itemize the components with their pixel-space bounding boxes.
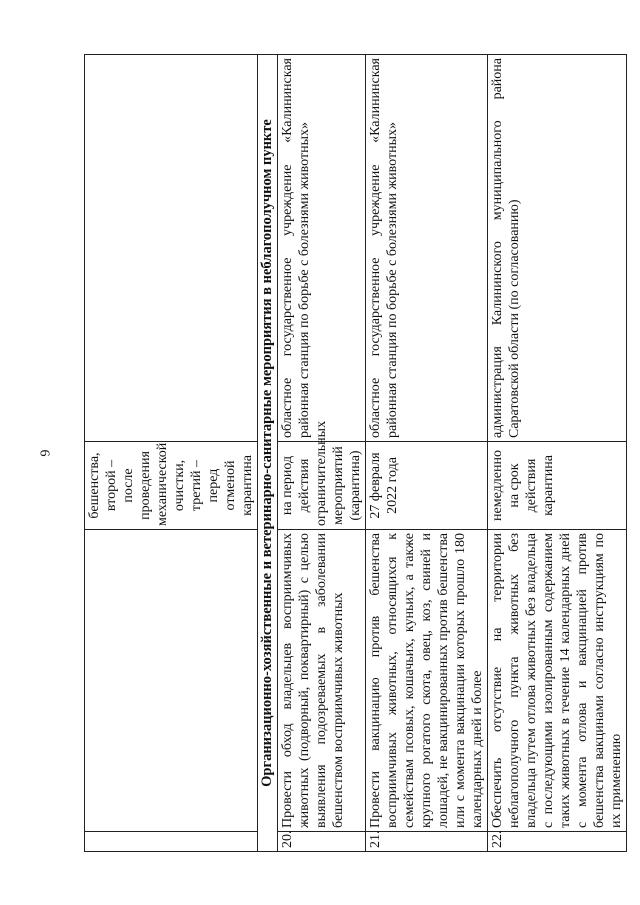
section-heading: Организационно-хозяйственные и ветеринарно-санитарные мероприятия в неблагополучном пункте bbox=[258, 55, 278, 852]
action-cell: Провести вакцинацию против бешенства восприимчивых животных, относящихся к семействам псовых, кошачьих, куньих, а также крупного рогатого скота, овец, коз, свиней и лошадей, не вакцинированных против бешенства или с момента вакцинации которых прошло 180 календарных дней и более bbox=[366, 530, 488, 832]
row-number-cell: 21. bbox=[366, 832, 488, 852]
responsible-cell: областное государственное учреждение «Калининская районная станция по борьбе с болезнями животных» bbox=[366, 55, 488, 442]
section-heading-row bbox=[258, 55, 278, 852]
responsible-cell bbox=[85, 55, 258, 442]
table-row bbox=[85, 55, 258, 852]
term-cell: 27 февраля 2022 года bbox=[366, 442, 488, 530]
page-number: 6 bbox=[36, 449, 52, 457]
measures-table bbox=[84, 54, 627, 852]
term-cell: немедленно на срок действия карантина bbox=[488, 442, 627, 530]
rotated-table-sheet bbox=[84, 54, 624, 852]
action-cell: Провести обход владельцев восприимчивых животных (подворный, поквартирный) с целью выявления подозреваемых в заболевании бешенством восприимчивых животных bbox=[278, 530, 366, 832]
table-row bbox=[366, 55, 488, 852]
term-cell: бешенства, второй – после проведения механической очистки, третий – перед отменой карантина bbox=[85, 442, 258, 530]
action-cell: Обеспечить отсутствие на территории неблагополучного пункта животных без владельца путем отлова животных без владельца с последующими изолированным содержанием таких животных в течение 14 календарных дней с момента отлова и вакцинацией против бешенства вакцинами согласно инструкциям по их применению bbox=[488, 530, 627, 832]
term-cell: на период действия ограничительных мероприятий (карантина) bbox=[278, 442, 366, 530]
responsible-cell: областное государственное учреждение «Калининская районная станция по борьбе с болезнями животных» bbox=[278, 55, 366, 442]
responsible-cell: администрация Калининского муниципального района Саратовской области (по согласованию) bbox=[488, 55, 627, 442]
row-number-cell bbox=[85, 832, 258, 852]
table-row bbox=[278, 55, 366, 852]
action-cell bbox=[85, 530, 258, 832]
row-number-cell: 20. bbox=[278, 832, 366, 852]
table-row bbox=[488, 55, 627, 852]
row-number-cell: 22. bbox=[488, 832, 627, 852]
